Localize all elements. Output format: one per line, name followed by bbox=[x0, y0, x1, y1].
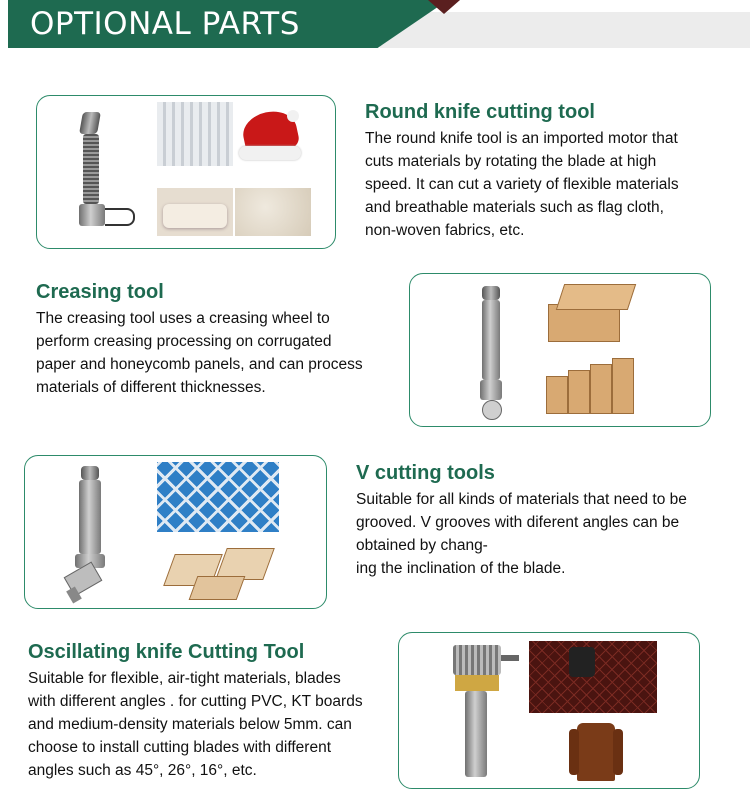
oscillating-knife-heading: Oscillating knife Cutting Tool bbox=[28, 641, 305, 663]
creasing-tool-description: The creasing tool uses a creasing wheel to perform creasing processing on corrugated paper and honeycomb panels, and can process materials of different thicknesses. bbox=[36, 310, 363, 396]
cardboard-box-image bbox=[538, 280, 638, 344]
santa-hat-image bbox=[235, 102, 305, 166]
car-mat-image bbox=[529, 641, 657, 713]
honeycomb-box-image bbox=[544, 356, 636, 418]
carpet-image bbox=[235, 188, 311, 236]
v-cutting-image-card bbox=[24, 455, 327, 609]
v-cutting-heading: V cutting tools bbox=[356, 462, 495, 484]
oscillating-knife-tool-image bbox=[447, 641, 527, 785]
creasing-tool-heading: Creasing tool bbox=[36, 281, 164, 303]
v-grooved-board-image bbox=[163, 540, 275, 602]
round-knife-heading: Round knife cutting tool bbox=[365, 101, 595, 123]
round-knife-tool-image bbox=[67, 108, 137, 236]
oscillating-knife-description: Suitable for flexible, air-tight materials, blades with different angles . for cutting PVC, KT boards and medium-density materials below 5mm. can choose to install cutting blades with different angles such as 45°, 26°, 16°, etc. bbox=[28, 670, 363, 779]
banner-grey-strip bbox=[380, 12, 750, 48]
round-knife-description: The round knife tool is an imported motor that cuts materials by rotating the blade at high speed. It can cut a variety of flexible materials and breathable materials such as flag cloth, non-woven fabrics, etc. bbox=[365, 130, 679, 239]
round-knife-image-card bbox=[36, 95, 336, 249]
creasing-tool-image bbox=[474, 284, 514, 420]
creasing-tool-image-card bbox=[409, 273, 711, 427]
v-cutting-description: Suitable for all kinds of materials that need to be grooved. V grooves with diferent angles can be obtained by chang- ing the inclination of the blade. bbox=[356, 491, 687, 577]
sofa-image bbox=[157, 188, 233, 236]
grooved-panel-image bbox=[157, 462, 279, 532]
curtain-image bbox=[157, 102, 233, 166]
leather-jacket-image bbox=[567, 719, 625, 783]
oscillating-knife-image-card bbox=[398, 632, 700, 789]
page-title: OPTIONAL PARTS bbox=[30, 6, 300, 42]
v-cutting-tool-image bbox=[61, 464, 131, 604]
